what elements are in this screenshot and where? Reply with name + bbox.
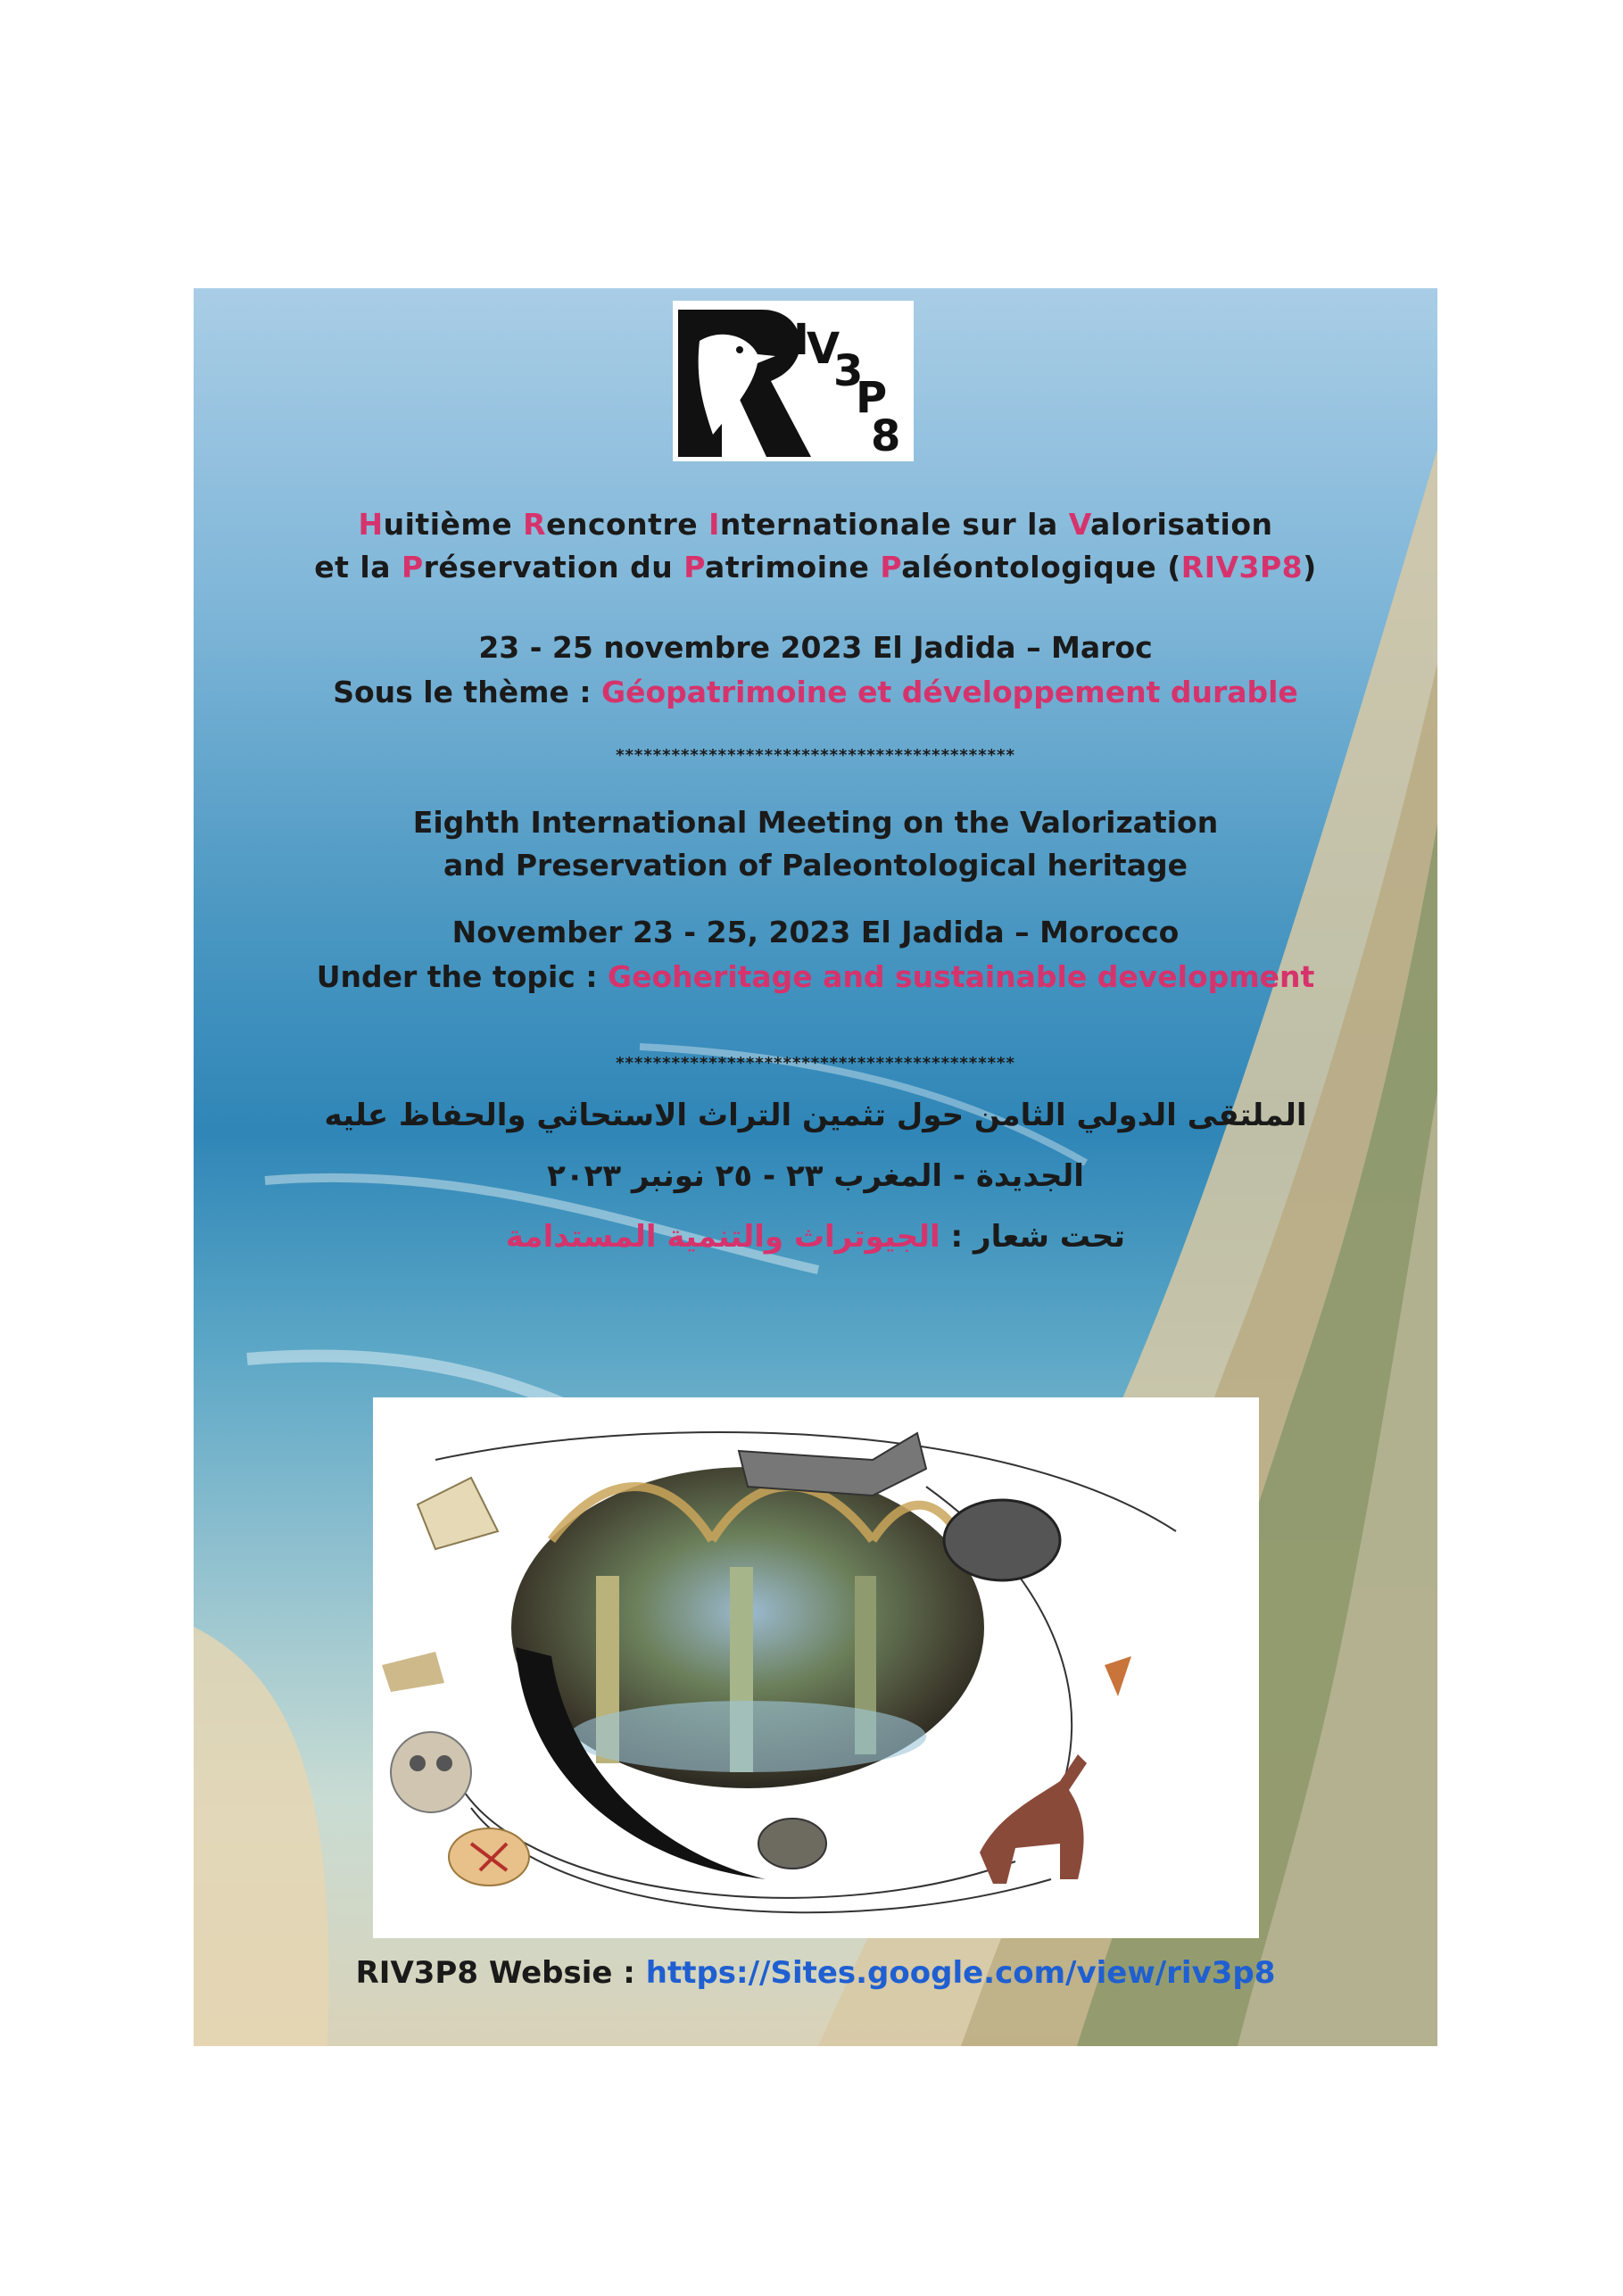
poster [194, 288, 1437, 2046]
french-title [194, 503, 1437, 589]
word: ) [1303, 550, 1317, 584]
english-title-line1: Eighth International Meeting on the Valorization [412, 805, 1219, 840]
arabic-slogan [194, 1206, 1437, 1267]
svg-text:8: 8 [871, 411, 901, 461]
initial: R [523, 507, 547, 542]
svg-text:P: P [856, 373, 888, 423]
separator: ******************************************* [616, 1054, 1015, 1073]
english-date [194, 910, 1437, 999]
english-title [194, 801, 1437, 887]
svg-text:I: I [793, 315, 809, 365]
topic-label: Under the topic : [316, 959, 609, 994]
website-label: RIV3P8 Websie : [355, 1955, 646, 1991]
arabic-block [194, 1085, 1437, 1267]
separator: ******************************************* [616, 746, 1015, 765]
initial: P [683, 550, 706, 584]
initial: V [1068, 507, 1090, 542]
word: réservation du [423, 550, 684, 584]
cistern-fossils-image [373, 1397, 1259, 1938]
word: encontre [546, 507, 709, 542]
theme-label: Sous le thème : [333, 675, 602, 709]
initial: P [401, 550, 424, 584]
topic-text: Geoheritage and sustainable development [608, 959, 1315, 994]
svg-text:V: V [807, 324, 840, 374]
word: atrimoine [705, 550, 881, 584]
english-title-line2: and Preservation of Paleontological heritage [443, 848, 1188, 883]
arabic-line1: الملتقى الدولي الثامن حول تثمين التراث الاستحاثي والحفاظ عليه [324, 1098, 1307, 1133]
word: nternationale sur la [719, 507, 1069, 542]
french-date-line: 23 - 25 novembre 2023 El Jadida – Maroc [478, 630, 1153, 665]
riv3p8-logo [673, 301, 914, 461]
slogan-label: تحت شعار : [940, 1219, 1126, 1255]
french-title-line2 [194, 546, 1437, 589]
initial: P [880, 550, 902, 584]
fossils-illustration [373, 1397, 1259, 1938]
word: aléontologique ( [901, 550, 1181, 584]
word: et la [314, 550, 402, 584]
website-url[interactable]: https://Sites.google.com/view/riv3p8 [645, 1955, 1276, 1991]
french-title-line1 [194, 503, 1437, 546]
word: uitième [383, 507, 524, 542]
english-topic [194, 955, 1437, 999]
theme-text: Géopatrimoine et développement durable [601, 675, 1298, 709]
website-line [194, 1955, 1437, 1991]
slogan-text: الجيوتراث والتنمية المستدامة [505, 1219, 940, 1255]
acronym: RIV3P8 [1180, 550, 1304, 584]
svg-text:3: 3 [833, 346, 864, 396]
french-theme [194, 670, 1437, 715]
arabic-line2: الجديدة - المغرب ٢٣ - ٢٥ نونبر ٢٠٢٣ [547, 1158, 1084, 1194]
word: alorisation [1090, 507, 1273, 542]
english-date-line: November 23 - 25, 2023 El Jadida – Morocco [451, 915, 1180, 949]
initial: H [358, 507, 384, 542]
bird-logo-icon [673, 301, 914, 461]
french-date [194, 626, 1437, 715]
initial: I [708, 507, 720, 542]
